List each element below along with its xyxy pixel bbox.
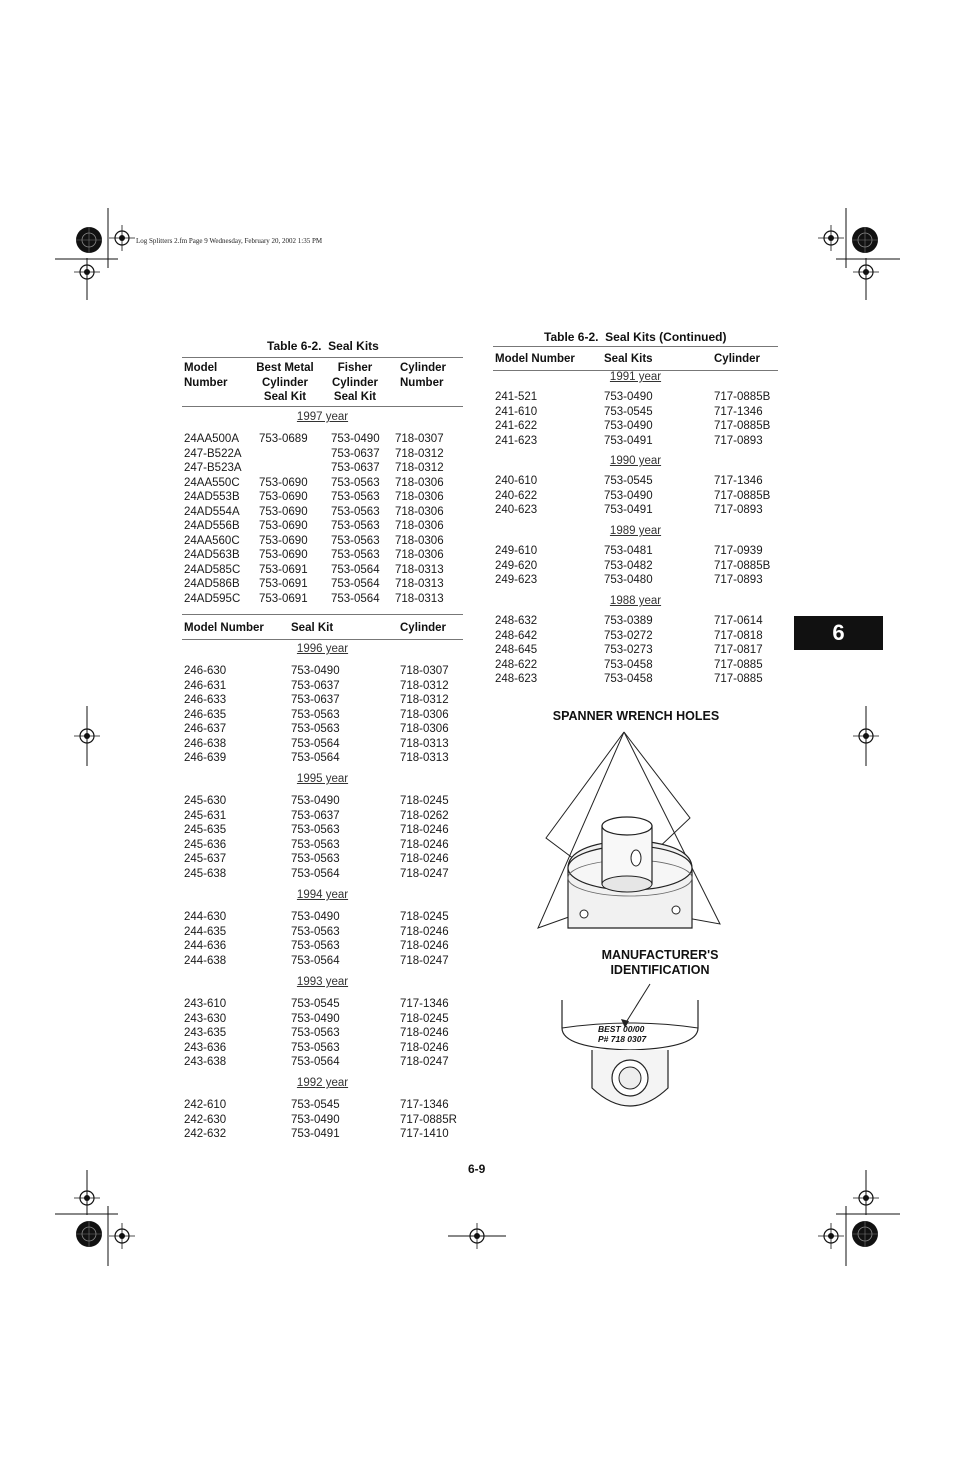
table-cell: 753-0691 (259, 578, 308, 590)
table-cell: 717-0885 (714, 673, 763, 685)
table-cell: 246-630 (184, 665, 227, 677)
table-cell: 240-623 (495, 504, 538, 516)
table-cell: 718-0246 (400, 925, 449, 938)
table-cell: 246-638 (184, 737, 227, 750)
table-cell: 717-0818 (714, 629, 763, 642)
table-cell: 718-0306 (400, 708, 449, 721)
table-cell: 753-0563 (291, 940, 340, 952)
table-cell: 753-0563 (291, 1027, 340, 1039)
table-cell: 248-645 (495, 644, 538, 656)
table-cell: 718-0245 (400, 911, 449, 923)
table-cell: 24AA500A (184, 433, 239, 445)
table-cell: 753-0691 (259, 592, 308, 605)
table-cell: 753-0690 (259, 534, 308, 547)
table-cell: 249-623 (495, 574, 538, 586)
table-cell: 753-0563 (291, 708, 340, 721)
table-cell: 753-0490 (291, 795, 340, 807)
table-cell: 753-0563 (291, 824, 340, 836)
year-label: 1992 year (296, 1077, 349, 1089)
table-cell: 717-0885 (714, 658, 763, 671)
table-cell: 718-0306 (395, 549, 444, 561)
table-cell: 243-638 (184, 1056, 227, 1068)
rule (182, 406, 463, 407)
table-cell: 717-0885B (714, 559, 771, 572)
col-header-model: Model Number (184, 362, 228, 389)
table-cell: 717-0893 (714, 434, 763, 447)
table-cell: 753-0563 (291, 853, 340, 865)
table-cell: 753-0690 (259, 520, 308, 532)
table-cell: 753-0490 (291, 911, 340, 923)
table-cell: 249-610 (495, 545, 538, 557)
table-cell: 753-0564 (291, 867, 340, 880)
cylinder-illustration (530, 728, 745, 1118)
table-cell: 24AA560C (184, 534, 240, 547)
table-cell: 717-0893 (714, 504, 763, 516)
page-number: 6-9 (468, 1162, 486, 1176)
table-cell: 753-0491 (291, 1128, 340, 1140)
col-header-model-number: Model Number (184, 622, 264, 634)
table-cell: 248-622 (495, 658, 538, 671)
table-cell: 718-0247 (400, 867, 449, 880)
table-cell: 247-B523A (184, 462, 242, 474)
table-cell: 753-0637 (291, 694, 340, 706)
table-cell: 753-0564 (291, 752, 340, 764)
table-cell: 242-632 (184, 1128, 227, 1140)
table-cell: 717-0885B (714, 420, 771, 432)
manufacturer-identification-label: MANUFACTURER'S IDENTIFICATION (601, 948, 719, 977)
table-cell: 753-0564 (291, 954, 340, 967)
table-cell: 753-0491 (604, 504, 653, 516)
table-cell: 718-0312 (400, 694, 449, 706)
table-cell: 753-0458 (604, 673, 653, 685)
table-cell: 753-0490 (291, 1113, 340, 1126)
spanner-wrench-label: SPANNER WRENCH HOLES (552, 709, 720, 723)
left-table-title: Table 6-2. Seal Kits (267, 339, 379, 353)
table-cell: 718-0246 (400, 838, 449, 851)
table-cell: 24AD585C (184, 563, 241, 576)
col-header-seal-kits: Seal Kits (604, 353, 653, 365)
table-cell: 240-622 (495, 489, 538, 502)
table-cell: 753-0563 (331, 476, 380, 489)
table-cell: 717-0614 (714, 615, 763, 627)
table-cell: 242-630 (184, 1113, 227, 1126)
table-cell: 717-0939 (714, 545, 763, 557)
table-cell: 718-0246 (400, 853, 449, 865)
table-cell: 718-0262 (400, 809, 449, 822)
table-cell: 753-0545 (291, 1099, 340, 1111)
table-cell: 718-0307 (395, 433, 444, 445)
year-label: 1993 year (296, 976, 349, 988)
table-cell: 718-0307 (400, 665, 449, 677)
table-cell: 753-0490 (331, 433, 380, 445)
table-cell: 242-610 (184, 1099, 227, 1111)
table-cell: 753-0564 (331, 563, 380, 576)
table-cell: 249-620 (495, 559, 538, 572)
table-cell: 718-0313 (395, 563, 444, 576)
table-cell: 244-638 (184, 954, 227, 967)
table-cell: 753-0545 (291, 998, 340, 1010)
year-label: 1991 year (609, 371, 662, 383)
table-cell: 717-1346 (400, 998, 449, 1010)
table-cell: 718-0313 (400, 752, 449, 764)
table-cell: 717-0885B (714, 489, 771, 502)
table-cell: 718-0247 (400, 1056, 449, 1068)
table-cell: 24AD556B (184, 520, 240, 532)
table-cell: 243-636 (184, 1041, 227, 1054)
table-cell: 245-638 (184, 867, 227, 880)
table-cell: 753-0637 (331, 462, 380, 474)
table-cell: 753-0563 (331, 505, 380, 518)
table-cell: 718-0306 (400, 723, 449, 735)
table-cell: 245-636 (184, 838, 227, 851)
table-cell: 753-0563 (291, 838, 340, 851)
table-cell: 753-0482 (604, 559, 653, 572)
table-cell: 248-623 (495, 673, 538, 685)
table-cell: 244-635 (184, 925, 227, 938)
table-cell: 753-0273 (604, 644, 653, 656)
table-cell: 718-0313 (400, 737, 449, 750)
table-cell: 718-0312 (400, 679, 449, 692)
table-cell: 753-0637 (291, 679, 340, 692)
table-cell: 753-0563 (331, 534, 380, 547)
table-cell: 753-0272 (604, 629, 653, 642)
table-cell: 245-630 (184, 795, 227, 807)
table-cell: 753-0637 (331, 447, 380, 460)
table-cell: 753-0637 (291, 809, 340, 822)
rule (182, 614, 463, 615)
table-cell: 718-0246 (400, 824, 449, 836)
table-cell: 248-632 (495, 615, 538, 627)
year-label: 1988 year (609, 595, 662, 607)
table-cell: 753-0389 (604, 615, 653, 627)
table-cell: 717-0885B (714, 391, 771, 403)
table-cell: 753-0690 (259, 476, 308, 489)
table-cell: 718-0306 (395, 534, 444, 547)
table-cell: 246-635 (184, 708, 227, 721)
table-cell: 718-0245 (400, 1012, 449, 1025)
table-cell: 24AD563B (184, 549, 240, 561)
table-cell: 718-0312 (395, 462, 444, 474)
table-cell: 248-642 (495, 629, 538, 642)
rule (182, 357, 463, 358)
file-info-header: Log Splitters 2.fm Page 9 Wednesday, February 20, 2002 1:35 PM (136, 237, 323, 245)
table-cell: 241-623 (495, 434, 538, 447)
table-cell: 718-0313 (395, 578, 444, 590)
table-cell: 24AD554A (184, 505, 240, 518)
table-cell: 718-0312 (395, 447, 444, 460)
table-cell: 718-0313 (395, 592, 444, 605)
col-header-cylinder: Cylinder (400, 622, 447, 634)
col-header-best: Best Metal Cylinder Seal Kit (256, 362, 314, 403)
year-label: 1995 year (296, 773, 349, 785)
col-header-seal-kit: Seal Kit (291, 622, 334, 634)
col-header-fisher: Fisher Cylinder Seal Kit (331, 362, 378, 403)
table-cell: 246-639 (184, 752, 227, 764)
table-cell: 753-0490 (291, 665, 340, 677)
table-cell: 753-0689 (259, 433, 308, 445)
table-cell: 717-0885R (400, 1113, 457, 1126)
table-cell: 243-630 (184, 1012, 227, 1025)
table-cell: 753-0690 (259, 549, 308, 561)
table-cell: 753-0690 (259, 505, 308, 518)
table-cell: 718-0306 (395, 491, 444, 503)
table-cell: 718-0245 (400, 795, 449, 807)
table-cell: 753-0691 (259, 563, 308, 576)
table-cell: 753-0545 (604, 475, 653, 487)
right-table-title: Table 6-2. Seal Kits (Continued) (544, 330, 727, 344)
table-cell: 753-0563 (291, 723, 340, 735)
table-cell: 24AD595C (184, 592, 241, 605)
table-cell: 718-0246 (400, 1041, 449, 1054)
table-cell: 718-0247 (400, 954, 449, 967)
table-cell: 753-0563 (331, 549, 380, 561)
col-header-cylinder: Cylinder Number (400, 362, 447, 389)
table-cell: 243-610 (184, 998, 227, 1010)
year-label: 1994 year (296, 889, 349, 901)
table-cell: 245-635 (184, 824, 227, 836)
table-cell: 753-0490 (604, 391, 653, 403)
table-cell: 246-633 (184, 694, 227, 706)
chapter-tab: 6 (794, 616, 883, 650)
table-cell: 247-B522A (184, 447, 242, 460)
table-cell: 753-0491 (604, 434, 653, 447)
table-cell: 753-0458 (604, 658, 653, 671)
year-label: 1989 year (609, 525, 662, 537)
table-cell: 24AD553B (184, 491, 240, 503)
table-cell: 753-0490 (604, 420, 653, 432)
year-label: 1996 year (296, 643, 349, 655)
col-header-cylinder: Cylinder (714, 353, 761, 365)
table-cell: 717-1346 (400, 1099, 449, 1111)
table-cell: 753-0563 (331, 491, 380, 503)
table-cell: 753-0690 (259, 491, 308, 503)
table-cell: 753-0564 (331, 592, 380, 605)
year-label: 1997 year (296, 411, 349, 423)
table-cell: 718-0306 (395, 520, 444, 532)
manufacturer-stamp: BEST 00/00 P# 718 0307 (598, 1024, 647, 1044)
table-cell: 753-0564 (291, 737, 340, 750)
year-label: 1990 year (609, 455, 662, 467)
table-cell: 753-0545 (604, 405, 653, 418)
table-cell: 246-637 (184, 723, 227, 735)
table-cell: 24AD586B (184, 578, 240, 590)
table-cell: 245-631 (184, 809, 227, 822)
col-header-model-number: Model Number (495, 353, 575, 365)
table-cell: 753-0490 (291, 1012, 340, 1025)
table-cell: 717-0893 (714, 574, 763, 586)
table-cell: 753-0480 (604, 574, 653, 586)
table-cell: 241-622 (495, 420, 538, 432)
table-cell: 718-0306 (395, 476, 444, 489)
table-cell: 753-0481 (604, 545, 653, 557)
table-cell: 718-0246 (400, 940, 449, 952)
table-cell: 753-0490 (604, 489, 653, 502)
table-cell: 718-0306 (395, 505, 444, 518)
rule (182, 639, 463, 640)
rule (493, 346, 778, 347)
table-cell: 753-0564 (291, 1056, 340, 1068)
table-cell: 753-0564 (331, 578, 380, 590)
table-cell: 244-636 (184, 940, 227, 952)
table-cell: 240-610 (495, 475, 538, 487)
table-cell: 753-0563 (291, 1041, 340, 1054)
table-cell: 753-0563 (291, 925, 340, 938)
table-cell: 717-1410 (400, 1128, 449, 1140)
table-cell: 246-631 (184, 679, 227, 692)
table-cell: 24AA550C (184, 476, 240, 489)
table-cell: 243-635 (184, 1027, 227, 1039)
table-cell: 245-637 (184, 853, 227, 865)
table-cell: 241-610 (495, 405, 538, 418)
table-cell: 717-1346 (714, 405, 763, 418)
table-cell: 718-0246 (400, 1027, 449, 1039)
table-cell: 717-1346 (714, 475, 763, 487)
table-cell: 753-0563 (331, 520, 380, 532)
table-cell: 717-0817 (714, 644, 763, 656)
table-cell: 244-630 (184, 911, 227, 923)
table-cell: 241-521 (495, 391, 538, 403)
